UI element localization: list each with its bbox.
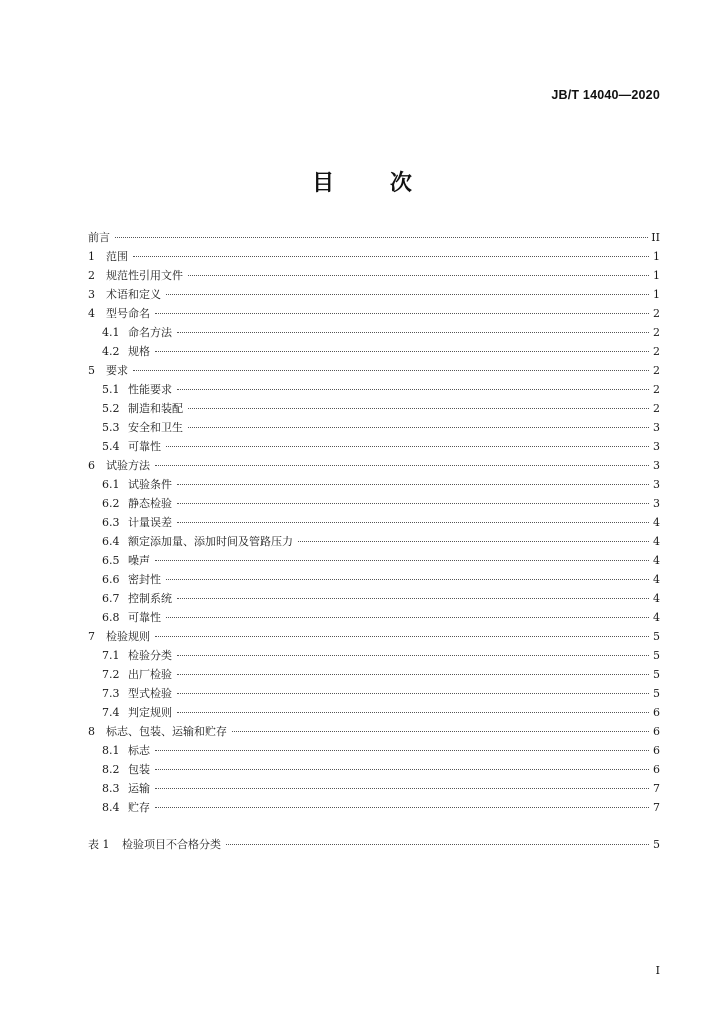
toc-entry-page: 5: [653, 630, 660, 643]
toc-entry[interactable]: [88, 342, 660, 361]
toc-entry-page: 7: [653, 801, 660, 814]
toc-entry-number: 8.4: [102, 801, 120, 814]
toc-entry-number: 6.6: [102, 573, 120, 586]
toc-entry-number: 6.2: [102, 497, 120, 510]
toc-entry-title: 出厂检验: [128, 668, 172, 681]
toc-entry-page: 3: [653, 497, 660, 510]
toc-entry[interactable]: [88, 779, 660, 798]
toc-entry-number: 4: [88, 307, 95, 320]
toc-entry-number: 4.2: [102, 345, 120, 358]
toc-entry-title: 可靠性: [128, 440, 161, 453]
toc-entry[interactable]: [88, 380, 660, 399]
toc-entry-number: 6.1: [102, 478, 120, 491]
toc-entry-number: 8.2: [102, 763, 120, 776]
toc-entry-title: 贮存: [128, 801, 150, 814]
toc-entry[interactable]: [88, 798, 660, 817]
toc-entry-page: 2: [653, 364, 660, 377]
toc-entry-number: 7.3: [102, 687, 120, 700]
toc-entry-title: 控制系统: [128, 592, 172, 605]
toc-entry-number: 6.8: [102, 611, 120, 624]
toc-entry[interactable]: [88, 608, 660, 627]
toc-entry-title: 运输: [128, 782, 150, 795]
dot-leader: [155, 560, 649, 561]
toc-entry[interactable]: [88, 551, 660, 570]
toc-entry-title: 检验分类: [128, 649, 172, 662]
toc-entry-number: 7.4: [102, 706, 120, 719]
dot-leader: [177, 503, 649, 504]
toc-entry-page: 4: [653, 611, 660, 624]
dot-leader: [115, 237, 648, 238]
toc-entry-number: 4.1: [102, 326, 120, 339]
toc-entry-page: 5: [653, 687, 660, 700]
toc-entry[interactable]: [88, 456, 660, 475]
toc-entry-page: 6: [653, 744, 660, 757]
toc-entry[interactable]: [88, 475, 660, 494]
toc-entry-title: 静态检验: [128, 497, 172, 510]
toc-entry-title: 型号命名: [106, 307, 150, 320]
toc-entry-page: 4: [653, 592, 660, 605]
toc-entry-page: 5: [653, 649, 660, 662]
toc-entry-number: 7: [88, 630, 95, 643]
page-title: 目 次: [312, 171, 436, 196]
toc-entry-title: 规格: [128, 345, 150, 358]
dot-leader: [166, 579, 649, 580]
toc-entry-page: 5: [653, 668, 660, 681]
toc-entry[interactable]: [88, 399, 660, 418]
toc-entry-number: 5.3: [102, 421, 120, 434]
toc-entry-page: 4: [653, 535, 660, 548]
table-of-contents: [88, 228, 660, 854]
toc-entry-number: 6: [88, 459, 95, 472]
toc-entry-page: II: [651, 231, 660, 244]
toc-entry-title: 试验条件: [128, 478, 172, 491]
toc-entry[interactable]: [88, 589, 660, 608]
toc-entry[interactable]: [88, 684, 660, 703]
toc-entry-page: 7: [653, 782, 660, 795]
toc-entry-number: 1: [88, 250, 95, 263]
toc-entry-page: 1: [653, 250, 660, 263]
dot-leader: [177, 332, 649, 333]
toc-entry-title: 命名方法: [128, 326, 172, 339]
toc-entry[interactable]: [88, 703, 660, 722]
toc-entry-title: 检验项目不合格分类: [122, 838, 221, 851]
toc-entry-title: 试验方法: [106, 459, 150, 472]
dot-leader: [155, 351, 649, 352]
toc-entry-title: 术语和定义: [106, 288, 161, 301]
toc-entry[interactable]: [88, 760, 660, 779]
toc-entry-title: 制造和装配: [128, 402, 183, 415]
dot-leader: [298, 541, 649, 542]
toc-entry-page: 2: [653, 402, 660, 415]
standard-code: JB/T 14040—2020: [551, 88, 660, 102]
toc-entry-page: 6: [653, 706, 660, 719]
toc-entry-title: 密封性: [128, 573, 161, 586]
dot-leader: [166, 294, 649, 295]
dot-leader: [155, 769, 649, 770]
toc-entry[interactable]: [88, 646, 660, 665]
dot-leader: [155, 807, 649, 808]
toc-entry-page: 1: [653, 288, 660, 301]
toc-entry-page: 4: [653, 516, 660, 529]
toc-entry-number: 6.7: [102, 592, 120, 605]
toc-entry-number: 5.2: [102, 402, 120, 415]
toc-entry-number: 5.1: [102, 383, 120, 396]
toc-entry[interactable]: [88, 513, 660, 532]
toc-entry[interactable]: [88, 437, 660, 456]
toc-entry-title: 范围: [106, 250, 128, 263]
toc-entry-page: 2: [653, 307, 660, 320]
dot-leader: [133, 256, 649, 257]
toc-entry[interactable]: [88, 418, 660, 437]
toc-entry-title: 要求: [106, 364, 128, 377]
toc-entry-title: 判定规则: [128, 706, 172, 719]
dot-leader: [177, 484, 649, 485]
toc-entry-number: 6.4: [102, 535, 120, 548]
toc-entry-number: 3: [88, 288, 95, 301]
dot-leader: [188, 427, 649, 428]
toc-entry-title: 前言: [88, 231, 110, 244]
toc-entry-title: 型式检验: [128, 687, 172, 700]
toc-entry-page: 3: [653, 440, 660, 453]
toc-entry[interactable]: [88, 532, 660, 551]
toc-entry-page: 2: [653, 383, 660, 396]
dot-leader: [155, 788, 649, 789]
dot-leader: [177, 693, 649, 694]
toc-entry-number: 7.1: [102, 649, 120, 662]
toc-entry-title: 安全和卫生: [128, 421, 183, 434]
toc-entry-title: 标志、包装、运输和贮存: [106, 725, 227, 738]
toc-entry[interactable]: [88, 323, 660, 342]
toc-entry[interactable]: [88, 304, 660, 323]
dot-leader: [166, 617, 649, 618]
toc-entry-number: 8: [88, 725, 95, 738]
toc-entry-number: 6.3: [102, 516, 120, 529]
toc-entry-title: 检验规则: [106, 630, 150, 643]
toc-entry[interactable]: [88, 228, 660, 247]
toc-entry-number: 2: [88, 269, 95, 282]
toc-entry-page: 1: [653, 269, 660, 282]
dot-leader: [177, 522, 649, 523]
toc-entry-page: 6: [653, 763, 660, 776]
toc-entry[interactable]: [88, 722, 660, 741]
toc-entry-title: 性能要求: [128, 383, 172, 396]
toc-entry-number: 8.3: [102, 782, 120, 795]
toc-entry-title: 额定添加量、添加时间及管路压力: [128, 535, 293, 548]
dot-leader: [188, 408, 649, 409]
dot-leader: [155, 636, 649, 637]
toc-entry[interactable]: [88, 361, 660, 380]
toc-entry-number: 5.4: [102, 440, 120, 453]
toc-entry[interactable]: [88, 627, 660, 646]
dot-leader: [177, 712, 649, 713]
toc-entry-page: 6: [653, 725, 660, 738]
toc-entry-page: 2: [653, 345, 660, 358]
toc-entry-page: 4: [653, 573, 660, 586]
toc-entry-title: 噪声: [128, 554, 150, 567]
toc-entry[interactable]: [88, 741, 660, 760]
toc-entry-title: 标志: [128, 744, 150, 757]
toc-entry-page: 3: [653, 421, 660, 434]
page-number: I: [655, 964, 660, 977]
toc-entry-title: 可靠性: [128, 611, 161, 624]
toc-entry-title: 规范性引用文件: [106, 269, 183, 282]
toc-entry-number: 7.2: [102, 668, 120, 681]
toc-entry-page: 5: [653, 838, 660, 851]
dot-leader: [155, 750, 649, 751]
dot-leader: [133, 370, 649, 371]
dot-leader: [155, 313, 649, 314]
toc-entry-number: 5: [88, 364, 95, 377]
toc-entry-number: 6.5: [102, 554, 120, 567]
dot-leader: [166, 446, 649, 447]
toc-entry-number: 表 1: [88, 838, 110, 851]
table-list-entry[interactable]: [88, 835, 660, 854]
toc-entry[interactable]: [88, 266, 660, 285]
toc-entry-page: 2: [653, 326, 660, 339]
toc-entry[interactable]: [88, 247, 660, 266]
toc-entry-number: 8.1: [102, 744, 120, 757]
toc-entry-page: 4: [653, 554, 660, 567]
toc-entry-page: 3: [653, 459, 660, 472]
toc-entry[interactable]: [88, 665, 660, 684]
dot-leader: [155, 465, 649, 466]
toc-entry-title: 计量误差: [128, 516, 172, 529]
toc-entry-page: 3: [653, 478, 660, 491]
dot-leader: [232, 731, 649, 732]
dot-leader: [188, 275, 649, 276]
toc-entry[interactable]: [88, 285, 660, 304]
dot-leader: [177, 674, 649, 675]
toc-entry-title: 包装: [128, 763, 150, 776]
dot-leader: [226, 844, 649, 845]
toc-entry[interactable]: [88, 494, 660, 513]
dot-leader: [177, 389, 649, 390]
dot-leader: [177, 655, 649, 656]
toc-entry[interactable]: [88, 570, 660, 589]
dot-leader: [177, 598, 649, 599]
